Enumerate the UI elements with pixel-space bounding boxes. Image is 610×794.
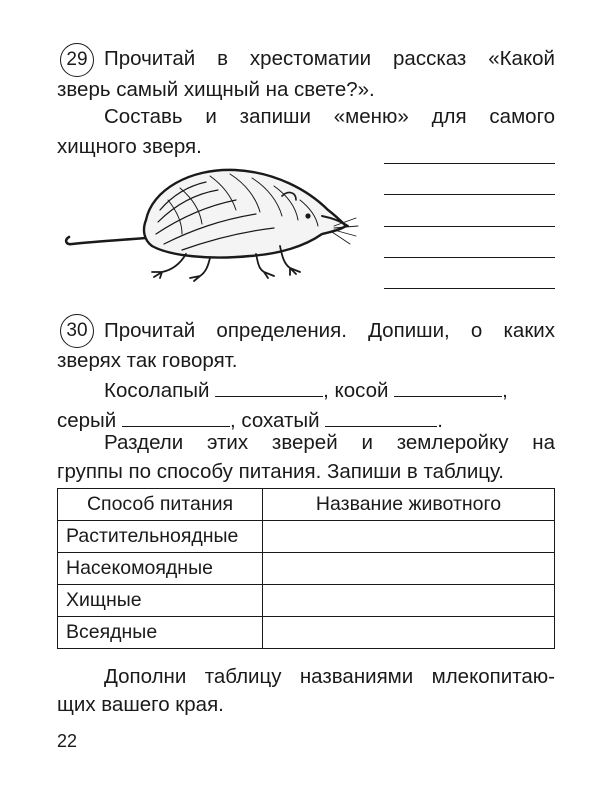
shrew-eye — [305, 213, 310, 218]
blank-sokhaty[interactable] — [325, 408, 437, 427]
task-29-number: 29 — [60, 43, 94, 77]
task-29-line-4: хищного зверя. — [57, 135, 202, 158]
task-29-line-2: зверь самый хищный на свете?». — [57, 78, 375, 101]
table-row — [58, 521, 555, 553]
row-label: Насекомоядные — [58, 553, 263, 585]
menu-line-4 — [384, 257, 555, 258]
task-30-number: 30 — [60, 314, 94, 348]
menu-line-3 — [384, 226, 555, 227]
task-29-line-3: Составь и запиши «меню» для самого — [104, 105, 555, 128]
task-30-line-7: Дополни таблицу названиями млекопитаю- — [104, 665, 555, 688]
shrew-illustration — [60, 160, 360, 290]
table-row — [58, 553, 555, 585]
blank-sery[interactable] — [122, 408, 230, 427]
blank-kosoy[interactable] — [394, 378, 502, 397]
row-label: Растительноядные — [58, 521, 263, 553]
task-30-line-1: Прочитай определения. Допиши, о каких — [104, 319, 555, 342]
menu-line-2 — [384, 194, 555, 195]
task-30-line-5: Раздели этих зверей и землеройку на — [104, 431, 555, 454]
table-row — [58, 585, 555, 617]
fill-comma: , — [502, 379, 508, 402]
fill-word-sokhaty: , сохатый — [229, 409, 320, 432]
fill-word-sery: серый — [57, 409, 117, 432]
header-animal-name: Название животного — [263, 489, 555, 521]
row-label: Всеядные — [58, 617, 263, 649]
blank-kosolapy[interactable] — [215, 378, 323, 397]
row-label: Хищные — [58, 585, 263, 617]
page-number: 22 — [57, 731, 78, 751]
fill-period: . — [437, 409, 443, 432]
answer-cell[interactable] — [263, 617, 555, 649]
answer-cell[interactable] — [263, 553, 555, 585]
table-header-row — [58, 489, 555, 521]
header-feeding-method: Способ питания — [58, 489, 263, 521]
answer-cell[interactable] — [263, 521, 555, 553]
task-30-line-8: щих вашего края. — [57, 693, 224, 716]
fill-word-kosoy: , косой — [323, 379, 389, 402]
fill-word-kosolapy: Косолапый — [104, 379, 210, 402]
task-30-line-2: зверях так говорят. — [57, 349, 238, 372]
answer-cell[interactable] — [263, 585, 555, 617]
task-30-line-6: группы по способу питания. Запиши в таблицу. — [57, 460, 504, 483]
table-row — [58, 617, 555, 649]
menu-line-1 — [384, 163, 555, 164]
feeding-table — [57, 488, 555, 649]
task-30-fill-row-1 — [104, 378, 508, 404]
task-29-line-1: Прочитай в хрестоматии рассказ «Какой — [104, 47, 555, 70]
menu-line-5 — [384, 288, 555, 289]
